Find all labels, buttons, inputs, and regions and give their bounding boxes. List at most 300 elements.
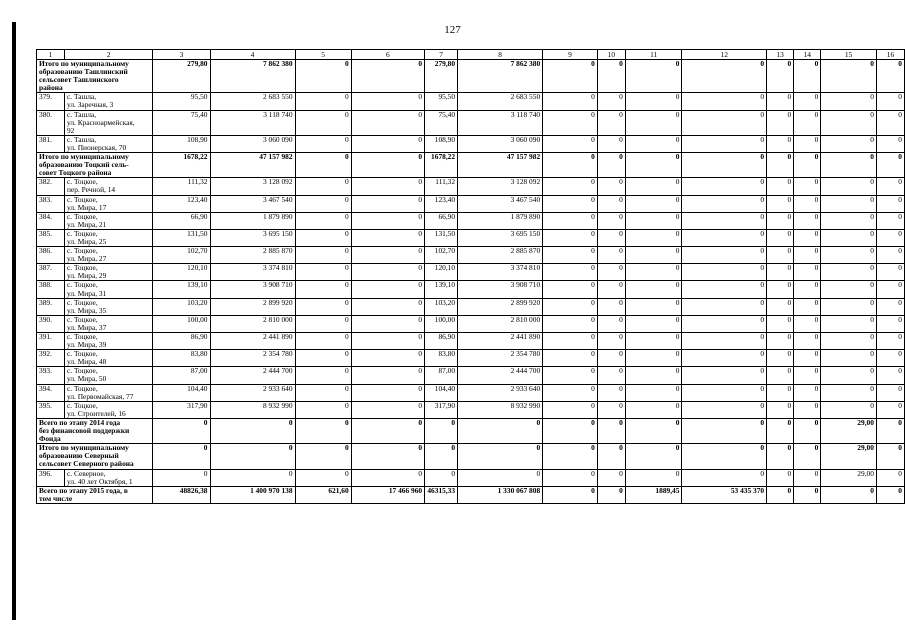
row-title-line: сельсовет Северного района [39, 459, 134, 469]
value-cell: 103,20 [425, 298, 458, 315]
value-cell: 0 [351, 298, 424, 315]
value-cell: 0 [458, 418, 543, 443]
value-cell: 0 [794, 247, 821, 264]
value-cell: 0 [876, 444, 904, 469]
value-cell: 0 [625, 401, 682, 418]
value-cell: 0 [794, 333, 821, 350]
value-cell: 0 [794, 195, 821, 212]
value-cell: 3 060 090 [458, 135, 543, 152]
value-cell: 0 [794, 367, 821, 384]
value-cell: 0 [295, 418, 351, 443]
value-cell: 0 [351, 229, 424, 246]
value-cell: 0 [543, 110, 598, 135]
value-cell: 0 [767, 93, 794, 110]
value-cell: 0 [625, 444, 682, 469]
value-cell: 0 [625, 153, 682, 178]
value-cell: 0 [210, 444, 295, 469]
row-number: 379. [37, 93, 65, 110]
value-cell: 0 [425, 418, 458, 443]
value-cell: 7 862 380 [458, 60, 543, 93]
value-cell: 0 [794, 469, 821, 486]
table-row [37, 350, 905, 367]
row-title-line: Итого по муниципальному [39, 59, 129, 68]
address-line: 92 [66, 125, 75, 135]
value-cell: 3 060 090 [210, 135, 295, 152]
value-cell: 0 [625, 384, 682, 401]
value-cell: 0 [597, 195, 625, 212]
row-title-line: том числе [39, 493, 73, 503]
row-number: 385. [37, 229, 65, 246]
value-cell: 87,00 [153, 367, 210, 384]
value-cell: 0 [821, 60, 877, 93]
value-cell: 111,32 [153, 178, 210, 195]
value-cell: 48826,38 [153, 486, 210, 503]
row-title [37, 153, 153, 178]
value-cell: 0 [767, 401, 794, 418]
address-line: с. Тоцкое, [66, 212, 98, 221]
value-cell: 104,40 [425, 384, 458, 401]
value-cell: 47 157 982 [210, 153, 295, 178]
value-cell: 0 [625, 333, 682, 350]
value-cell: 100,00 [425, 315, 458, 332]
header-cell: 15 [821, 50, 877, 60]
value-cell: 131,50 [153, 229, 210, 246]
value-cell: 0 [351, 264, 424, 281]
row-number: 391. [37, 333, 65, 350]
value-cell: 0 [794, 60, 821, 93]
address-line: ул. Мира, 17 [66, 202, 107, 212]
value-cell: 66,90 [153, 212, 210, 229]
value-cell: 0 [543, 195, 598, 212]
address-line: ул. Мира, 31 [66, 288, 107, 298]
address-line: ул. Строителей, 16 [66, 408, 126, 418]
table-row [37, 333, 905, 350]
header-cell: 13 [767, 50, 794, 60]
value-cell: 0 [625, 264, 682, 281]
value-cell: 123,40 [153, 195, 210, 212]
address-line: с. Северное, [66, 469, 106, 478]
value-cell: 0 [625, 212, 682, 229]
value-cell: 0 [821, 281, 877, 298]
value-cell: 7 862 380 [210, 60, 295, 93]
value-cell: 0 [821, 486, 877, 503]
value-cell: 0 [682, 195, 767, 212]
value-cell: 0 [153, 444, 210, 469]
value-cell: 0 [876, 93, 904, 110]
header-cell: 11 [625, 50, 682, 60]
value-cell: 0 [876, 315, 904, 332]
row-title-line: без финансовой поддержки [39, 426, 130, 436]
row-title-line: образованию Ташлинский [39, 67, 128, 77]
value-cell: 0 [295, 350, 351, 367]
table-row [37, 281, 905, 298]
value-cell: 75,40 [425, 110, 458, 135]
value-cell: 0 [153, 469, 210, 486]
value-cell: 0 [682, 135, 767, 152]
row-number: 383. [37, 195, 65, 212]
value-cell: 0 [295, 110, 351, 135]
value-cell: 0 [351, 135, 424, 152]
row-title-line: района [39, 83, 63, 93]
table-row [37, 384, 905, 401]
value-cell: 0 [543, 93, 598, 110]
value-cell: 0 [682, 153, 767, 178]
value-cell: 1 879 890 [210, 212, 295, 229]
value-cell: 47 157 982 [458, 153, 543, 178]
value-cell: 0 [295, 315, 351, 332]
address-line: ул. Пионерская, 70 [66, 142, 127, 152]
value-cell: 0 [597, 178, 625, 195]
address-cell [64, 315, 152, 332]
value-cell: 0 [682, 110, 767, 135]
value-cell: 0 [458, 444, 543, 469]
value-cell: 3 128 092 [458, 178, 543, 195]
value-cell: 1 879 890 [458, 212, 543, 229]
value-cell: 0 [682, 418, 767, 443]
address-line: с. Тоцкое, [66, 315, 98, 324]
value-cell: 0 [794, 315, 821, 332]
value-cell: 0 [767, 281, 794, 298]
value-cell: 0 [821, 153, 877, 178]
value-cell: 2 885 870 [458, 247, 543, 264]
address-line: ул. Мира, 50 [66, 374, 107, 384]
value-cell: 2 683 550 [458, 93, 543, 110]
value-cell: 0 [597, 444, 625, 469]
value-cell: 0 [625, 195, 682, 212]
value-cell: 0 [767, 212, 794, 229]
row-title-line: Всего по этапу 2014 года [39, 418, 121, 427]
value-cell: 0 [351, 110, 424, 135]
value-cell: 0 [543, 264, 598, 281]
value-cell: 8 932 990 [458, 401, 543, 418]
value-cell: 0 [597, 401, 625, 418]
value-cell: 0 [625, 60, 682, 93]
value-cell: 3 467 540 [210, 195, 295, 212]
value-cell: 0 [625, 110, 682, 135]
value-cell: 0 [597, 60, 625, 93]
value-cell: 0 [794, 281, 821, 298]
value-cell: 83,80 [153, 350, 210, 367]
value-cell: 279,80 [425, 60, 458, 93]
value-cell: 0 [682, 212, 767, 229]
value-cell: 3 128 092 [210, 178, 295, 195]
value-cell: 3 695 150 [458, 229, 543, 246]
value-cell: 139,10 [153, 281, 210, 298]
address-line: пер. Речной, 14 [66, 185, 116, 195]
value-cell: 0 [295, 93, 351, 110]
value-cell: 102,70 [153, 247, 210, 264]
value-cell: 0 [794, 444, 821, 469]
header-cell: 3 [153, 50, 210, 60]
value-cell: 0 [876, 178, 904, 195]
value-cell: 86,90 [153, 333, 210, 350]
value-cell: 0 [876, 281, 904, 298]
address-line: с. Тоцкое, [66, 384, 98, 393]
value-cell: 2 933 640 [458, 384, 543, 401]
value-cell: 0 [295, 367, 351, 384]
value-cell: 0 [767, 384, 794, 401]
value-cell: 2 441 890 [210, 333, 295, 350]
header-cell: 10 [597, 50, 625, 60]
value-cell: 0 [543, 418, 598, 443]
value-cell: 0 [876, 135, 904, 152]
value-cell: 0 [597, 367, 625, 384]
value-cell: 0 [295, 281, 351, 298]
address-cell [64, 333, 152, 350]
value-cell: 0 [625, 178, 682, 195]
address-line: с. Тоцкое, [66, 332, 98, 341]
value-cell: 0 [767, 333, 794, 350]
value-cell: 0 [295, 444, 351, 469]
row-title [37, 444, 153, 469]
value-cell: 0 [794, 178, 821, 195]
value-cell: 0 [794, 401, 821, 418]
value-cell: 0 [821, 212, 877, 229]
value-cell: 0 [876, 229, 904, 246]
value-cell: 0 [794, 486, 821, 503]
value-cell: 2 810 000 [210, 315, 295, 332]
value-cell: 75,40 [153, 110, 210, 135]
value-cell: 120,10 [153, 264, 210, 281]
value-cell: 0 [458, 469, 543, 486]
value-cell: 0 [876, 486, 904, 503]
value-cell: 0 [682, 298, 767, 315]
value-cell: 0 [794, 350, 821, 367]
value-cell: 0 [821, 384, 877, 401]
table-row [37, 298, 905, 315]
value-cell: 0 [295, 298, 351, 315]
value-cell: 111,32 [425, 178, 458, 195]
address-line: ул. Красноармейская, [66, 117, 135, 127]
value-cell: 0 [767, 444, 794, 469]
value-cell: 0 [876, 195, 904, 212]
address-line: ул. Мира, 39 [66, 340, 107, 350]
value-cell: 0 [625, 350, 682, 367]
value-cell: 3 374 810 [458, 264, 543, 281]
value-cell: 0 [543, 401, 598, 418]
value-cell: 0 [767, 315, 794, 332]
address-cell [64, 350, 152, 367]
value-cell: 317,90 [153, 401, 210, 418]
table-row [37, 315, 905, 332]
row-number: 394. [37, 384, 65, 401]
value-cell: 0 [351, 153, 424, 178]
address-line: с. Тоцкое, [66, 280, 98, 290]
value-cell: 3 118 740 [210, 110, 295, 135]
address-cell [64, 135, 152, 152]
value-cell: 0 [767, 178, 794, 195]
value-cell: 0 [767, 367, 794, 384]
table-row [37, 212, 905, 229]
value-cell: 317,90 [425, 401, 458, 418]
row-number: 392. [37, 350, 65, 367]
value-cell: 87,00 [425, 367, 458, 384]
table-row [37, 469, 905, 486]
address-line: с. Ташла, [66, 135, 97, 144]
value-cell: 0 [821, 135, 877, 152]
value-cell: 0 [351, 195, 424, 212]
address-line: ул. Мира, 21 [66, 219, 107, 229]
value-cell: 0 [597, 486, 625, 503]
value-cell: 2 885 870 [210, 247, 295, 264]
value-cell: 0 [597, 315, 625, 332]
value-cell: 0 [682, 401, 767, 418]
address-cell [64, 195, 152, 212]
value-cell: 123,40 [425, 195, 458, 212]
value-cell: 0 [767, 153, 794, 178]
address-cell [64, 247, 152, 264]
row-number: 389. [37, 298, 65, 315]
value-cell: 0 [767, 195, 794, 212]
value-cell: 0 [295, 153, 351, 178]
value-cell: 100,00 [153, 315, 210, 332]
value-cell: 46315,33 [425, 486, 458, 503]
value-cell: 0 [543, 367, 598, 384]
value-cell: 0 [295, 384, 351, 401]
value-cell: 0 [625, 281, 682, 298]
value-cell: 0 [625, 229, 682, 246]
value-cell: 0 [597, 247, 625, 264]
value-cell: 139,10 [425, 281, 458, 298]
value-cell: 0 [543, 333, 598, 350]
value-cell: 0 [682, 333, 767, 350]
header-row [37, 50, 905, 60]
value-cell: 0 [543, 444, 598, 469]
value-cell: 1 330 067 808 [458, 486, 543, 503]
value-cell: 0 [425, 469, 458, 486]
value-cell: 0 [794, 110, 821, 135]
value-cell: 0 [543, 486, 598, 503]
row-title-line: совет Тоцкого района [39, 168, 112, 178]
value-cell: 0 [794, 384, 821, 401]
value-cell: 104,40 [153, 384, 210, 401]
header-cell: 4 [210, 50, 295, 60]
value-cell: 0 [351, 367, 424, 384]
value-cell: 0 [351, 60, 424, 93]
address-line: с. Тоцкое, [66, 246, 98, 256]
value-cell: 0 [767, 229, 794, 246]
address-cell [64, 212, 152, 229]
header-cell: 12 [682, 50, 767, 60]
value-cell: 0 [821, 333, 877, 350]
value-cell: 0 [597, 469, 625, 486]
address-line: с. Тоцкое, [66, 298, 98, 307]
header-cell: 8 [458, 50, 543, 60]
value-cell: 2 899 920 [458, 298, 543, 315]
value-cell: 0 [767, 110, 794, 135]
value-cell: 0 [682, 60, 767, 93]
value-cell: 0 [597, 281, 625, 298]
value-cell: 0 [351, 212, 424, 229]
value-cell: 0 [351, 401, 424, 418]
row-title [37, 418, 153, 443]
value-cell: 83,80 [425, 350, 458, 367]
table-row [37, 264, 905, 281]
value-cell: 0 [682, 178, 767, 195]
value-cell: 102,70 [425, 247, 458, 264]
value-cell: 0 [876, 469, 904, 486]
value-cell: 621,60 [295, 486, 351, 503]
table-row [37, 229, 905, 246]
row-title-line: Итого по муниципальному [39, 443, 129, 453]
value-cell: 0 [767, 469, 794, 486]
value-cell: 108,90 [425, 135, 458, 152]
value-cell: 0 [351, 315, 424, 332]
address-cell [64, 110, 152, 135]
value-cell: 0 [767, 486, 794, 503]
value-cell: 0 [625, 469, 682, 486]
value-cell: 1 400 970 138 [210, 486, 295, 503]
value-cell: 0 [794, 153, 821, 178]
address-line: с. Тоцкое, [66, 366, 98, 376]
value-cell: 0 [794, 418, 821, 443]
value-cell: 0 [625, 135, 682, 152]
table-row [37, 247, 905, 264]
value-cell: 0 [295, 469, 351, 486]
value-cell: 29,00 [821, 418, 877, 443]
value-cell: 3 467 540 [458, 195, 543, 212]
address-cell [64, 264, 152, 281]
value-cell: 0 [295, 333, 351, 350]
value-cell: 86,90 [425, 333, 458, 350]
value-cell: 1678,22 [425, 153, 458, 178]
value-cell: 0 [767, 264, 794, 281]
value-cell: 0 [153, 418, 210, 443]
value-cell: 0 [351, 93, 424, 110]
value-cell: 0 [210, 418, 295, 443]
value-cell: 0 [876, 384, 904, 401]
value-cell: 0 [625, 298, 682, 315]
value-cell: 0 [543, 135, 598, 152]
value-cell: 2 441 890 [458, 333, 543, 350]
value-cell: 0 [597, 298, 625, 315]
row-number: 382. [37, 178, 65, 195]
value-cell: 0 [597, 153, 625, 178]
value-cell: 279,80 [153, 60, 210, 93]
address-line: ул. Мира, 27 [66, 254, 107, 264]
value-cell: 0 [351, 247, 424, 264]
value-cell: 53 435 370 [682, 486, 767, 503]
value-cell: 0 [351, 469, 424, 486]
table-row [37, 195, 905, 212]
value-cell: 0 [821, 229, 877, 246]
value-cell: 0 [767, 418, 794, 443]
value-cell: 2 810 000 [458, 315, 543, 332]
value-cell: 0 [295, 247, 351, 264]
header-cell: 7 [425, 50, 458, 60]
subtotal-row [37, 60, 905, 93]
header-cell: 9 [543, 50, 598, 60]
address-line: с. Тоцкое, [66, 401, 98, 410]
value-cell: 0 [543, 469, 598, 486]
value-cell: 2 444 700 [210, 367, 295, 384]
address-cell [64, 469, 152, 486]
address-cell [64, 384, 152, 401]
value-cell: 131,50 [425, 229, 458, 246]
value-cell: 0 [876, 418, 904, 443]
value-cell: 0 [351, 281, 424, 298]
value-cell: 0 [597, 229, 625, 246]
value-cell: 0 [794, 229, 821, 246]
value-cell: 0 [295, 60, 351, 93]
value-cell: 103,20 [153, 298, 210, 315]
header-cell: 2 [64, 50, 152, 60]
address-line: ул. Мира, 25 [66, 236, 107, 246]
value-cell: 0 [543, 212, 598, 229]
header-cell: 1 [37, 50, 65, 60]
value-cell: 0 [876, 298, 904, 315]
table-row [37, 135, 905, 152]
